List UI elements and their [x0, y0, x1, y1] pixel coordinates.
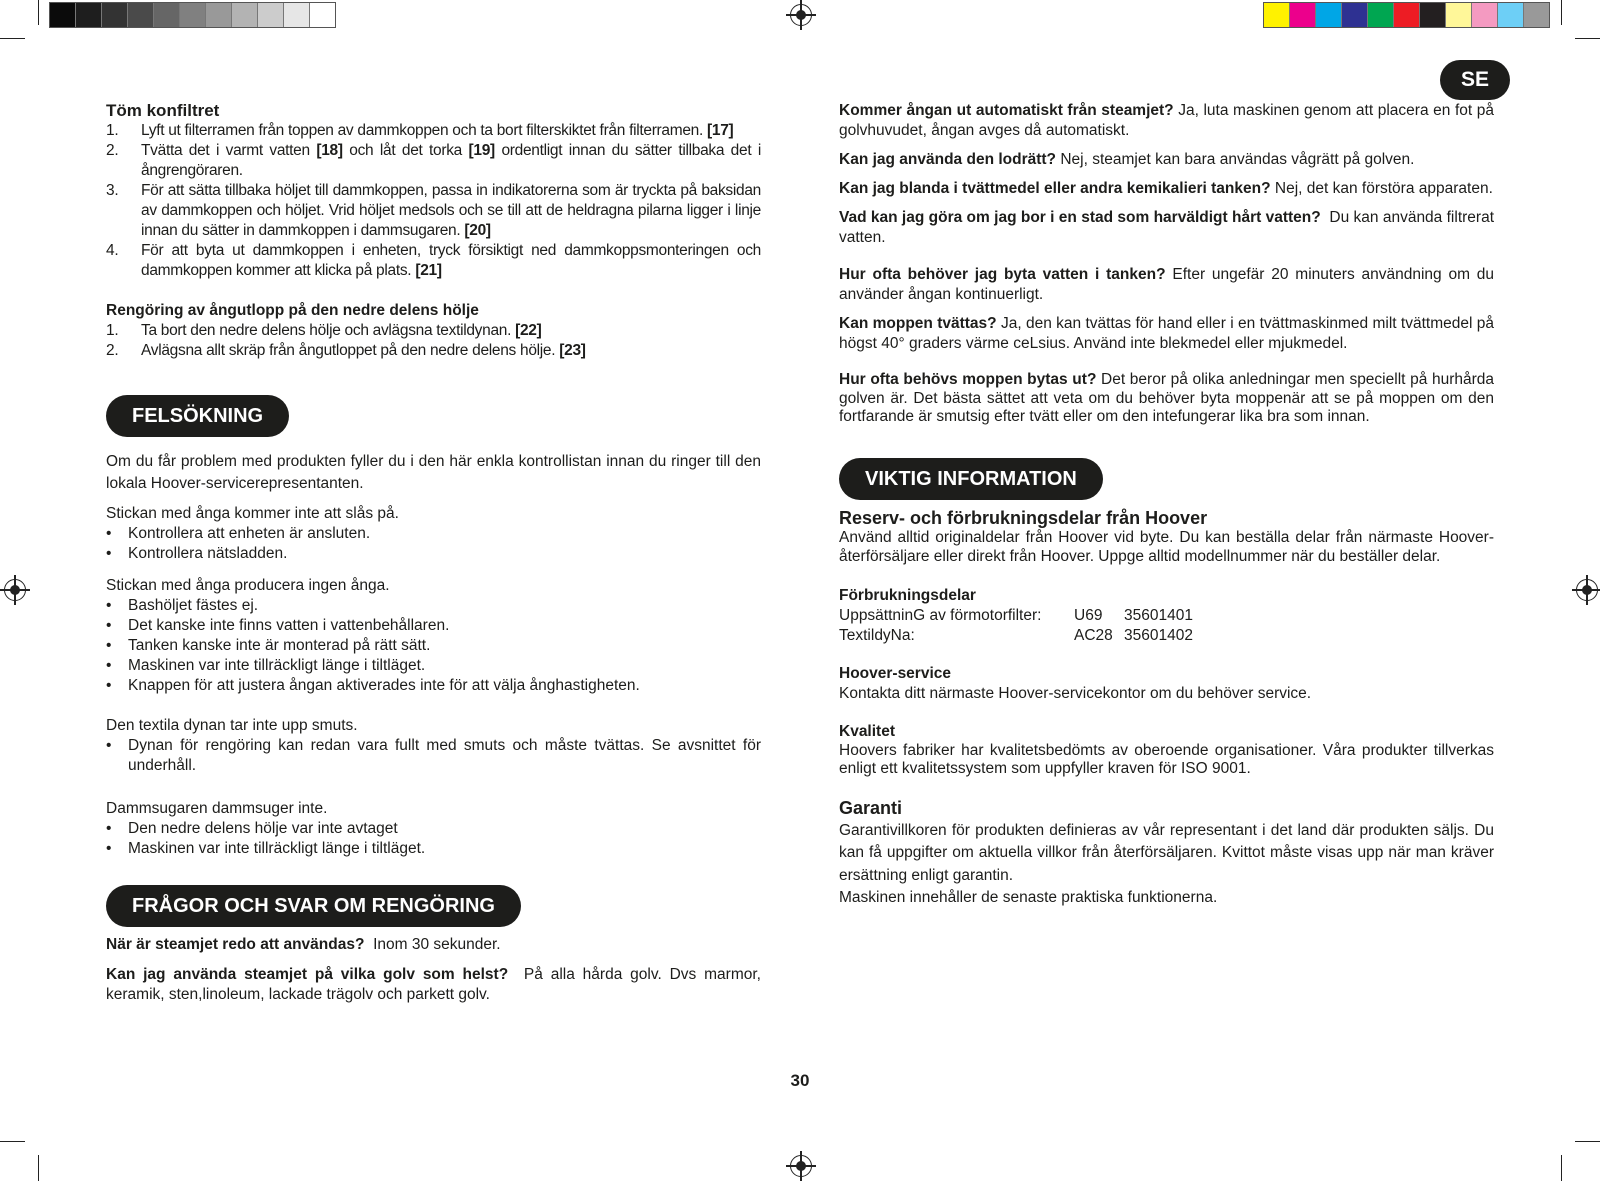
- qa-item: [839, 371, 1494, 427]
- step-text: ordentligt innan du sätter tillbaka det i ångrengöraren.: [141, 142, 761, 179]
- qa-item: [839, 314, 1494, 354]
- list-item: [106, 181, 761, 241]
- problem-bullets: [106, 819, 761, 859]
- step-number: 1.: [106, 122, 119, 139]
- qa-answer: Inom 30 sekunder.: [373, 936, 501, 953]
- list-item: [106, 141, 761, 181]
- registration-mark-icon: [4, 579, 26, 601]
- color-swatch-strip: [1263, 2, 1550, 28]
- kvalitet-heading: Kvalitet: [839, 722, 895, 740]
- qa-answer: Ja, luta maskinen genom att placera en fot på golvhuvudet, ångan avges då automatiskt.: [839, 102, 1494, 139]
- color-swatch: [1342, 3, 1368, 27]
- color-swatch: [1420, 3, 1446, 27]
- qa-question: Hur ofta behöver jag byta vatten i tanken?: [839, 266, 1166, 283]
- parts-row: [839, 606, 1494, 626]
- figure-ref: [23]: [559, 342, 586, 359]
- step-text: och låt det torka: [349, 142, 462, 159]
- color-swatch: [50, 3, 76, 27]
- list-item: • Knappen för att justera ångan aktiverades inte för att välja ånghastigheten.: [106, 676, 761, 696]
- crop-mark: [1575, 38, 1600, 39]
- list-item: • Kontrollera nätsladden.: [106, 544, 761, 564]
- step-number: 1.: [106, 322, 119, 339]
- language-badge: SE: [1440, 60, 1510, 100]
- figure-ref: [22]: [515, 322, 542, 339]
- part-number: 35601402: [1124, 626, 1193, 644]
- color-swatch: [1472, 3, 1498, 27]
- qa-item: [106, 935, 761, 955]
- garanti-note: Maskinen innehåller de senaste praktiska funktionerna.: [839, 889, 1218, 906]
- color-swatch: [1264, 3, 1290, 27]
- crop-mark: [1575, 1141, 1600, 1142]
- crop-mark: [38, 1155, 39, 1181]
- part-label: UppsättninG av förmotorfilter:: [839, 606, 1042, 624]
- crop-mark: [38, 0, 39, 25]
- step-text: Lyft ut filterramen från toppen av dammkoppen och ta bort filterskiktet från filterramen.: [141, 122, 703, 139]
- color-swatch: [1368, 3, 1394, 27]
- list-item: • Maskinen var inte tillräckligt länge i tiltläget.: [106, 656, 761, 676]
- tom-steps-list: [106, 121, 761, 281]
- crop-mark: [0, 1141, 25, 1142]
- page-number: 30: [790, 1071, 810, 1090]
- qa-item: [839, 101, 1494, 141]
- list-item: [106, 321, 761, 341]
- crop-mark: [1561, 1155, 1562, 1181]
- step-number: 2.: [106, 342, 119, 359]
- color-swatch: [180, 3, 206, 27]
- qa-question: Kan jag blanda i tvättmedel eller andra kemikalieri tanken?: [839, 180, 1271, 197]
- qa-answer: Nej, steamjet kan bara användas vågrätt på golven.: [1060, 151, 1415, 168]
- color-swatch: [232, 3, 258, 27]
- forbruk-heading: Förbrukningsdelar: [839, 586, 976, 604]
- registration-mark-icon: [790, 4, 812, 26]
- qa-question: Kommer ångan ut automatiskt från steamjet?: [839, 102, 1174, 119]
- list-item: [106, 121, 761, 141]
- color-swatch: [206, 3, 232, 27]
- list-item: • Bashöljet fästes ej.: [106, 596, 761, 616]
- qa-item: [839, 208, 1494, 248]
- list-item: • Kontrollera att enheten är ansluten.: [106, 524, 761, 544]
- qa-item: [106, 965, 761, 1005]
- figure-ref: [21]: [415, 262, 442, 279]
- qa-answer: Ja, den kan tvättas för hand eller i en tvättmaskinmed milt tvättmedel på högst 40° graders värme ceLsius. Använd inte blekmedel eller mjukmedel.: [839, 315, 1494, 352]
- color-swatch: [1394, 3, 1420, 27]
- crop-mark: [0, 38, 25, 39]
- color-swatch: [128, 3, 154, 27]
- qa-answer: Det beror på olika anledningar men speciellt på hurhårda golven är. Det bästa sättet att veta om du behöver byta moppenär att se på moppen om den fortfarande är smutsig efter tvätt eller om den intefungerar lika bra som innan.: [839, 371, 1494, 425]
- color-swatch: [284, 3, 310, 27]
- color-swatch: [1290, 3, 1316, 27]
- list-item: • Dynan för rengöring kan redan vara fullt med smuts och måste tvättas. Se avsnittet för underhåll.: [106, 736, 761, 776]
- list-item: • Det kanske inte finns vatten i vattenbehållaren.: [106, 616, 761, 636]
- qa-question: Kan moppen tvättas?: [839, 315, 997, 332]
- step-text: För att byta ut dammkoppen i enheten, tryck försiktigt ned dammkoppsmonteringen och dammkoppen kommer att klicka på plats.: [141, 242, 761, 279]
- problem-lead: Stickan med ånga producera ingen ånga.: [106, 577, 390, 594]
- step-text: Avlägsna allt skräp från ångutloppet på den nedre delens hölje.: [141, 342, 556, 359]
- list-item: [106, 241, 761, 281]
- section-heading-tom-konfiltret: Töm konfiltret: [106, 101, 220, 120]
- problem-lead: Stickan med ånga kommer inte att slås på.: [106, 505, 399, 522]
- step-text: Ta bort den nedre delens hölje och avlägsna textildynan.: [141, 322, 512, 339]
- registration-mark-icon: [1576, 579, 1598, 601]
- qa-answer: Efter ungefär 20 minuters användning om du använder ångan kontinuerligt.: [839, 266, 1495, 303]
- color-swatch: [310, 3, 335, 27]
- qa-question: Kan jag använda steamjet på vilka golv som helst?: [106, 966, 509, 983]
- service-text: Kontakta ditt närmaste Hoover-servicekontor om du behöver service.: [839, 684, 1312, 702]
- crop-mark: [1561, 0, 1562, 25]
- qa-answer: Du kan använda filtrerat vatten.: [839, 209, 1494, 246]
- color-swatch: [76, 3, 102, 27]
- gray-swatch-strip: [49, 2, 336, 28]
- section-pill-felsokning: FELSÖKNING: [106, 395, 289, 437]
- list-item: • Tanken kanske inte är monterad på rätt sätt.: [106, 636, 761, 656]
- qa-item: [839, 265, 1494, 305]
- problem-bullets: [106, 524, 761, 564]
- color-swatch: [154, 3, 180, 27]
- service-heading: Hoover-service: [839, 664, 952, 682]
- problem-bullets: [106, 596, 761, 696]
- color-swatch: [102, 3, 128, 27]
- color-swatch: [1446, 3, 1472, 27]
- figure-ref: [17]: [707, 122, 734, 139]
- list-item: • Maskinen var inte tillräckligt länge i tiltläget.: [106, 839, 761, 859]
- qa-question: När är steamjet redo att användas?: [106, 936, 365, 953]
- step-number: 2.: [106, 142, 119, 159]
- section-heading-rengoring: Rengöring av ångutlopp på den nedre delens hölje: [106, 302, 479, 319]
- rengoring-steps-list: [106, 321, 761, 361]
- garanti-text: Garantivillkoren för produkten definieras av vår representant i det land där produkten säljs. Du kan få uppgifter om aktuella villkor från återförsäljaren. Kvittot måste visas upp när man kräver ersättning enligt garantin.: [839, 821, 1494, 884]
- part-code: AC28: [1074, 626, 1113, 644]
- step-text: Tvätta det i varmt vatten: [141, 142, 310, 159]
- section-pill-viktig: VIKTIG INFORMATION: [839, 458, 1103, 500]
- part-code: U69: [1074, 606, 1103, 624]
- registration-mark-icon: [790, 1155, 812, 1177]
- step-text: För att sätta tillbaka höljet till dammkoppen, passa in indikatorerna som är tryckta på baksidan av dammkoppen och höljet. Vrid höljet medsols och se till att de heldragna pilarna ligger i linje innan du sätter in dammkoppen i dammsugaren.: [141, 182, 761, 239]
- qa-answer: På alla hårda golv. Dvs marmor, keramik, sten,linoleum, lackade trägolv och parkett golv.: [106, 966, 761, 1003]
- qa-question: Hur ofta behövs moppen bytas ut?: [839, 371, 1097, 388]
- color-swatch: [1498, 3, 1524, 27]
- qa-answer: Nej, det kan förstöra apparaten.: [1274, 180, 1493, 197]
- problem-bullets: [106, 736, 761, 776]
- color-swatch: [1316, 3, 1342, 27]
- step-number: 4.: [106, 242, 119, 259]
- felsokning-intro: Om du får problem med produkten fyller du i den här enkla kontrollistan innan du ringer till den lokala Hoover-servicerepresentanten.: [106, 453, 761, 492]
- step-number: 3.: [106, 182, 119, 199]
- garanti-heading: Garanti: [839, 797, 903, 818]
- reserv-heading: Reserv- och förbrukningsdelar från Hoover: [839, 507, 1208, 528]
- qa-item: [839, 179, 1494, 199]
- reserv-text: Använd alltid originaldelar från Hoover vid byte. Du kan beställa delar från närmaste Hoover-återförsäljare eller direkt från Hoover. Uppge alltid modellnummer när du beställer delar.: [839, 528, 1494, 565]
- kvalitet-text: Hoovers fabriker har kvalitetsbedömts av oberoende organisationer. Våra produkter tillverkas enligt ett kvalitetssystem som uppfyller kraven för ISO 9001.: [839, 741, 1494, 777]
- section-pill-fragor: FRÅGOR OCH SVAR OM RENGÖRING: [106, 885, 521, 927]
- list-item: [106, 341, 761, 361]
- color-swatch: [258, 3, 284, 27]
- qa-question: Vad kan jag göra om jag bor i en stad som harväldigt hårt vatten?: [839, 209, 1321, 226]
- right-column: [839, 101, 1494, 909]
- problem-lead: Dammsugaren dammsuger inte.: [106, 800, 328, 817]
- problem-lead: Den textila dynan tar inte upp smuts.: [106, 717, 358, 734]
- figure-ref: [18]: [316, 142, 343, 159]
- figure-ref: [20]: [464, 222, 491, 239]
- color-swatch: [1524, 3, 1549, 27]
- part-number: 35601401: [1124, 606, 1193, 624]
- part-label: TextildyNa:: [839, 626, 915, 644]
- qa-item: [839, 150, 1494, 170]
- qa-question: Kan jag använda den lodrätt?: [839, 151, 1057, 168]
- left-column: [106, 101, 761, 1005]
- list-item: • Den nedre delens hölje var inte avtaget: [106, 819, 761, 839]
- parts-row: [839, 626, 1494, 646]
- figure-ref: [19]: [468, 142, 495, 159]
